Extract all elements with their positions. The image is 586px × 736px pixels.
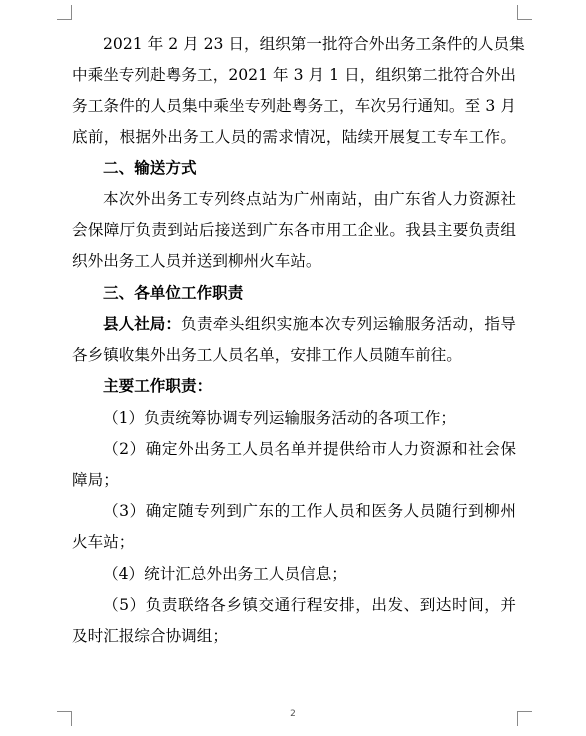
list-item: （4）统计汇总外出务工人员信息； <box>103 565 347 583</box>
section-heading: 二、输送方式 <box>103 158 197 177</box>
list-item: （5）负责联络各乡镇交通行程安排，出发、到达时间，并 <box>103 596 516 614</box>
paragraph-line: 2021 年 2 月 23 日，组织第一批符合外出务工条件的人员集 <box>103 35 525 53</box>
list-item: （3）确定随专列到广东的工作人员和医务人员随行到柳州 <box>103 502 516 520</box>
list-item-continuation: 及时汇报综合协调组； <box>72 627 228 645</box>
paragraph-line: 务工条件的人员集中乘坐专列赴粤务工，车次另行通知。至 3 月 <box>72 97 516 115</box>
list-item: （1）负责统筹协调专列运输服务活动的各项工作； <box>103 409 456 427</box>
paragraph-line: 中乘坐专列赴粤务工，2021 年 3 月 1 日，组织第二批符合外出 <box>72 66 516 84</box>
paragraph-line: 各乡镇收集外出务工人员名单，安排工作人员随车前往。 <box>72 346 462 364</box>
list-item-continuation: 障局； <box>72 471 119 489</box>
paragraph-line: 底前，根据外出务工人员的需求情况，陆续开展复工专车工作。 <box>72 128 516 146</box>
crop-mark-top-left <box>57 5 72 20</box>
page-number: 2 <box>290 709 296 719</box>
paragraph-line <box>103 314 516 334</box>
lead-term: 县人社局： <box>103 314 181 333</box>
section-heading: 三、各单位工作职责 <box>103 283 244 302</box>
list-item: （2）确定外出务工人员名单并提供给市人力资源和社会保 <box>103 440 516 458</box>
paragraph-line: 本次外出务工专列终点站为广州南站，由广东省人力资源社 <box>103 190 516 208</box>
paragraph-text: 负责牵头组织实施本次专列运输服务活动，指导 <box>180 315 516 333</box>
paragraph-line: 会保障厅负责到站后接送到广东各市用工企业。我县主要负责组 <box>72 221 516 239</box>
subheading: 主要工作职责： <box>103 376 213 395</box>
crop-mark-top-right <box>517 5 532 20</box>
list-item-continuation: 火车站； <box>72 533 135 551</box>
paragraph-line: 织外出务工人员并送到柳州火车站。 <box>72 252 322 270</box>
